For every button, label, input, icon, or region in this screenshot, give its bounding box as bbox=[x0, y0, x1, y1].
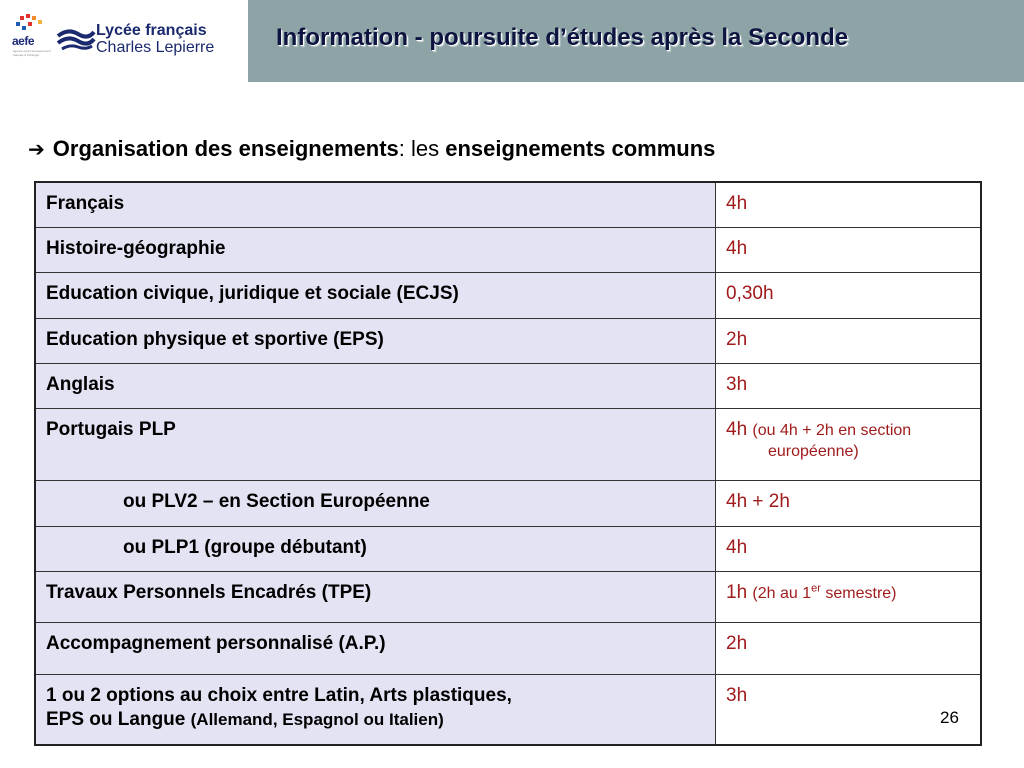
page-title: Information - poursuite d’études après la Seconde bbox=[276, 24, 849, 51]
school-logo bbox=[10, 12, 228, 70]
subject-cell: Education physique et sportive (EPS) bbox=[35, 318, 716, 363]
subject-cell: Histoire-géographie bbox=[35, 227, 716, 272]
table-row bbox=[35, 674, 981, 745]
subject-cell: Travaux Personnels Encadrés (TPE) bbox=[35, 571, 716, 622]
heading-part1: Organisation des enseignements bbox=[52, 136, 399, 161]
subject-cell: Portugais PLP bbox=[35, 408, 716, 480]
lycee-name-line2: Charles Lepierre bbox=[96, 39, 215, 56]
hours-note: (ou 4h + 2h en section bbox=[752, 421, 912, 439]
heading-part2: : les bbox=[398, 136, 446, 161]
page-number: 26 bbox=[940, 708, 959, 727]
aefe-tagline: agence pour l'enseignement français à l'étranger bbox=[13, 49, 51, 57]
hours-cell: 4h + 2h bbox=[716, 480, 982, 526]
aefe-label: aefe bbox=[12, 34, 35, 48]
lycee-name-line1: Lycée français bbox=[96, 22, 207, 39]
hours-value: 4h bbox=[726, 418, 748, 440]
hours-cell: 2h bbox=[716, 318, 982, 363]
subject-cell: ou PLV2 – en Section Européenne bbox=[35, 480, 716, 526]
hours-note: (2h au 1er semestre) bbox=[752, 582, 897, 602]
table-row bbox=[35, 272, 981, 318]
table-row bbox=[35, 526, 981, 571]
subject-cell: Français bbox=[35, 182, 716, 227]
table-row bbox=[35, 227, 981, 272]
hours-cell: 0,30h bbox=[716, 272, 982, 318]
hours-cell: 3h bbox=[716, 674, 982, 745]
hours-cell bbox=[716, 571, 982, 622]
hours-cell: 4h bbox=[716, 526, 982, 571]
subject-cell: Education civique, juridique et sociale (ECJS) bbox=[35, 272, 716, 318]
table-row bbox=[35, 571, 981, 622]
table-row bbox=[35, 363, 981, 408]
subject-cell: Anglais bbox=[35, 363, 716, 408]
lycee-wave-icon bbox=[56, 26, 96, 52]
hours-cell bbox=[716, 408, 982, 480]
table-row bbox=[35, 622, 981, 674]
subject-line1: 1 ou 2 options au choix entre Latin, Arts plastiques, bbox=[46, 684, 512, 706]
subject-cell: Accompagnement personnalisé (A.P.) bbox=[35, 622, 716, 674]
arrow-right-icon: ➔ bbox=[28, 139, 45, 161]
hours-cell: 4h bbox=[716, 227, 982, 272]
table-row bbox=[35, 318, 981, 363]
hours-note-2: européenne) bbox=[768, 442, 859, 460]
hours-cell: 3h bbox=[716, 363, 982, 408]
table-row bbox=[35, 480, 981, 526]
heading-part3: enseignements communs bbox=[445, 136, 716, 161]
schedule-table bbox=[34, 181, 982, 746]
subject-line2: EPS ou Langue (Allemand, Espagnol ou Italien) bbox=[46, 708, 444, 730]
hours-cell: 2h bbox=[716, 622, 982, 674]
hours-cell: 4h bbox=[716, 182, 982, 227]
hours-value: 1h bbox=[726, 581, 748, 603]
table-row bbox=[35, 408, 981, 480]
section-heading bbox=[28, 136, 715, 162]
subject-cell: ou PLP1 (groupe débutant) bbox=[35, 526, 716, 571]
subject-cell bbox=[35, 674, 716, 745]
table-row bbox=[35, 182, 981, 227]
